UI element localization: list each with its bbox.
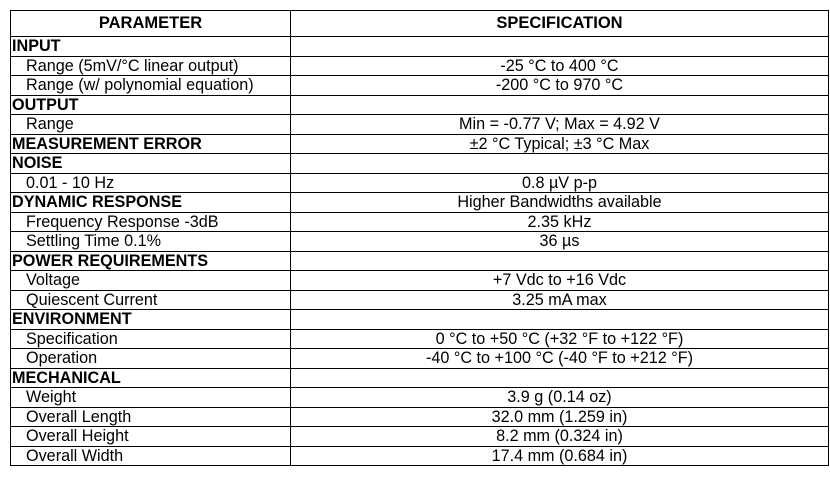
specification-cell: 0 °C to +50 °C (+32 °F to +122 °F) bbox=[291, 329, 829, 349]
section-heading: NOISE bbox=[11, 154, 291, 174]
parameter-cell: Overall Length bbox=[11, 407, 291, 427]
specification-cell: -25 °C to 400 °C bbox=[291, 56, 829, 76]
parameter-cell: Overall Width bbox=[11, 446, 291, 466]
specification-cell bbox=[291, 310, 829, 330]
specification-cell bbox=[291, 95, 829, 115]
specification-cell: -200 °C to 970 °C bbox=[291, 76, 829, 96]
table-row bbox=[11, 388, 829, 408]
table-row bbox=[11, 427, 829, 447]
table-row bbox=[11, 349, 829, 369]
parameter-cell: Weight bbox=[11, 388, 291, 408]
specification-cell: 0.8 µV p-p bbox=[291, 173, 829, 193]
header-row bbox=[11, 11, 829, 37]
table-row bbox=[11, 173, 829, 193]
specification-table bbox=[10, 10, 829, 466]
section-heading: ENVIRONMENT bbox=[11, 310, 291, 330]
table-row bbox=[11, 76, 829, 96]
specification-cell: Min = -0.77 V; Max = 4.92 V bbox=[291, 115, 829, 135]
parameter-cell: Settling Time 0.1% bbox=[11, 232, 291, 252]
specification-cell: 17.4 mm (0.684 in) bbox=[291, 446, 829, 466]
table-row bbox=[11, 290, 829, 310]
table-row bbox=[11, 115, 829, 135]
section-row bbox=[11, 95, 829, 115]
section-row bbox=[11, 154, 829, 174]
section-heading: POWER REQUIREMENTS bbox=[11, 251, 291, 271]
specification-cell: 8.2 mm (0.324 in) bbox=[291, 427, 829, 447]
section-row bbox=[11, 193, 829, 213]
table-body bbox=[11, 37, 829, 466]
specification-cell: ±2 °C Typical; ±3 °C Max bbox=[291, 134, 829, 154]
specification-cell: 3.9 g (0.14 oz) bbox=[291, 388, 829, 408]
table-row bbox=[11, 56, 829, 76]
parameter-cell: Voltage bbox=[11, 271, 291, 291]
section-row bbox=[11, 37, 829, 57]
section-heading: INPUT bbox=[11, 37, 291, 57]
specification-cell: 2.35 kHz bbox=[291, 212, 829, 232]
parameter-cell: Overall Height bbox=[11, 427, 291, 447]
parameter-cell: Range (w/ polynomial equation) bbox=[11, 76, 291, 96]
section-heading: MECHANICAL bbox=[11, 368, 291, 388]
table-row bbox=[11, 232, 829, 252]
table-row bbox=[11, 446, 829, 466]
specification-cell: +7 Vdc to +16 Vdc bbox=[291, 271, 829, 291]
specification-cell: 36 µs bbox=[291, 232, 829, 252]
specification-cell bbox=[291, 37, 829, 57]
column-header-parameter: PARAMETER bbox=[11, 11, 291, 37]
specification-cell: -40 °C to +100 °C (-40 °F to +212 °F) bbox=[291, 349, 829, 369]
table-row bbox=[11, 407, 829, 427]
specification-cell: Higher Bandwidths available bbox=[291, 193, 829, 213]
section-row bbox=[11, 368, 829, 388]
specification-cell bbox=[291, 154, 829, 174]
section-row bbox=[11, 310, 829, 330]
parameter-cell: Range bbox=[11, 115, 291, 135]
specification-cell bbox=[291, 251, 829, 271]
table-row bbox=[11, 329, 829, 349]
parameter-cell: Frequency Response -3dB bbox=[11, 212, 291, 232]
table-header bbox=[11, 11, 829, 37]
specification-cell bbox=[291, 368, 829, 388]
section-heading: DYNAMIC RESPONSE bbox=[11, 193, 291, 213]
specification-cell: 32.0 mm (1.259 in) bbox=[291, 407, 829, 427]
section-heading: OUTPUT bbox=[11, 95, 291, 115]
section-row bbox=[11, 134, 829, 154]
parameter-cell: Range (5mV/°C linear output) bbox=[11, 56, 291, 76]
section-heading: MEASUREMENT ERROR bbox=[11, 134, 291, 154]
table-row bbox=[11, 271, 829, 291]
parameter-cell: Quiescent Current bbox=[11, 290, 291, 310]
parameter-cell: Operation bbox=[11, 349, 291, 369]
parameter-cell: Specification bbox=[11, 329, 291, 349]
parameter-cell: 0.01 - 10 Hz bbox=[11, 173, 291, 193]
column-header-specification: SPECIFICATION bbox=[291, 11, 829, 37]
section-row bbox=[11, 251, 829, 271]
table-row bbox=[11, 212, 829, 232]
specification-cell: 3.25 mA max bbox=[291, 290, 829, 310]
